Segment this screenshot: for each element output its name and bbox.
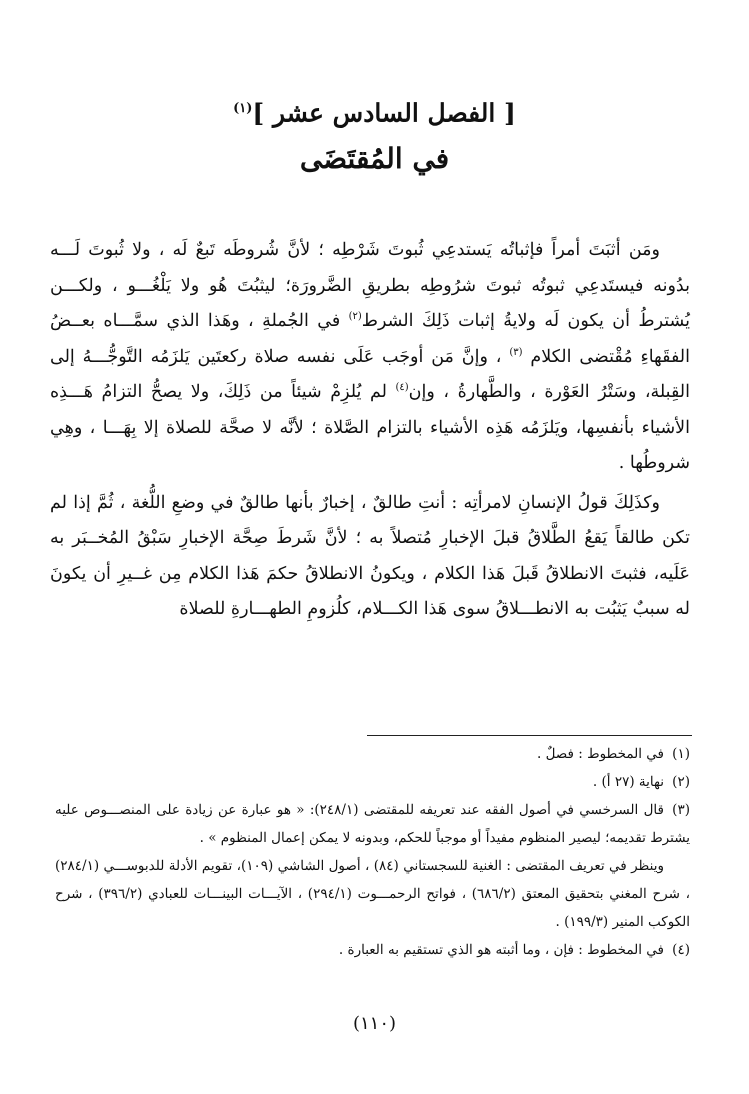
paragraph-1-part-2: في الجُملةِ ، وهَذا الذي سمَّـــاه بعــضُ الفقَهاءِ مُقْتضى الكلام (50, 311, 690, 367)
footnote-separator (367, 735, 692, 736)
paragraph-1-part-4: لم يُلزِمْ شيئاً من ذَلِكَ، ولا يصحُّ التزامُ هَـــذِه الأشياء بأنفسِها، ويَلزَمُه هَذِه الأشياء بالتزام الصَّلاة ؛ لأنَّه لا صحَّة للصلاة إلا بِهَـــا ، وهِي شروطُها . (50, 382, 690, 473)
footnote-3-continuation: وينظر في تعريف المقتضى : الغنية للسجستاني (٨٤) ، أصول الشاشي (١٠٩)، تقويم الأدلة للدبوســـي (٢٨٤/١) ، شرح المغني بتحقيق المعتق (٦٨٦/٢) ، فواتح الرحمـــوت (٢٩٤/١) ، الآيـــات البينـــات للعبادي (٣٩٦/٢) ، شرح الكوكب المنير (١٩٩/٣) . (55, 858, 690, 930)
footnote-ref-4: (٤) (395, 382, 409, 394)
footnote-number: (١) (672, 746, 690, 762)
footnote-text: نهاية (٢٧ أ) . (592, 774, 664, 790)
footnote-2 (55, 768, 690, 796)
chapter-title-text: [ الفصل السادس عشر ] (252, 98, 516, 128)
footnotes (55, 740, 690, 964)
footnote-text: في المخطوط : فصلٌ . (536, 746, 664, 762)
footnote-4 (55, 936, 690, 964)
page-number: (١١٠) (352, 1013, 397, 1034)
paragraph-1 (50, 233, 690, 482)
chapter-subtitle: في المُقتَضَى (299, 142, 450, 175)
paragraph-1-part-1: ومَن أثبَتَ أمراً فإثباتُه يَستدعِي ثُبوتَ شَرْطِه ؛ لأنَّ شُروطَه تَبعٌ لَه ، ولا ثُبوتَ لَـــه بدُونه فيستَدعِي ثبوتُه ثبوتَ شرُوطِه بطريقِ الضَّرورَة؛ ليثبُتَ هُو ولا يَلْغُـــو ، ولكـــن يُشترطُ أن يكون لَه ولايةُ إثبات ذَلِكَ الشرط (50, 240, 690, 331)
main-text (50, 233, 690, 628)
paragraph-2: وكذَلِكَ قولُ الإنسانِ لامرأتِه : أنتِ طالقٌ ، إخبارٌ بأنها طالقٌ في وضعِ اللُّغة ، ثُمَّ إذا لم تكن طالقاً يَقعُ الطَّلاقُ قبلَ الإخبارِ مُتصلاً به ؛ لأنَّ شَرطَ صِحَّة الإخبارِ سَبْقُ المُخــبَر به عَلَيه، فثبتَ الانطلاقُ قَبلَ هَذا الكلام ، ويكونُ الانطلاقُ حكمَ هَذا الكلام مِن غــيرِ أن يكونَ له سببٌ يَثبُت به الانطـــلاقُ سوى هَذا الكـــلام، كلُزومِ الطهـــارةِ للصلاة (50, 492, 690, 619)
footnote-ref-2: (٢) (348, 311, 362, 323)
footnote-text: قال السرخسي في أصول الفقه عند تعريفه للمقتضى (٢٤٨/١): « هو عبارة عن زيادة على المنصـــوص عليه يشترط تقديمه؛ ليصير المنظوم مفيداً أو موجباً للحكم، وبدونه لا يمكن إعمال المنظوم » . (55, 802, 690, 846)
footnote-3 (55, 796, 690, 852)
footnote-number: (٣) (672, 802, 690, 818)
footnote-ref-3: (٣) (509, 346, 523, 358)
chapter-title (0, 92, 749, 130)
footnote-number: (٤) (672, 942, 690, 958)
footnote-1 (55, 740, 690, 768)
footnote-number: (٢) (672, 774, 690, 790)
footnote-text: في المخطوط : فإن ، وما أثبته هو الذي تستقيم به العبارة . (338, 942, 664, 958)
chapter-title-footnote-ref: (١) (233, 101, 253, 116)
paragraph-1-part-3: ، وإنَّ مَن أوجَب عَلَى نفسه صلاة ركعتَين يَلزَمُه التَّوجُّـــهُ إلى القِبلة، وسَتْرُ العَوْرة ، والطَّهارةُ ، وإن (50, 346, 690, 402)
